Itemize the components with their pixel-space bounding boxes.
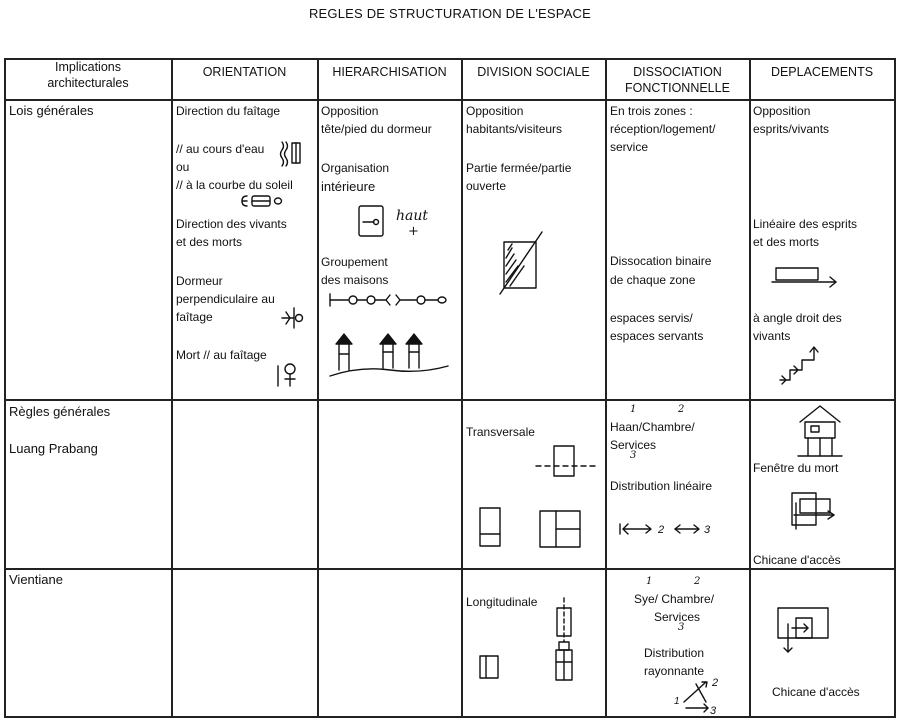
grid-line [4,399,896,401]
svg-text:3: 3 [710,705,717,717]
cell-text: Partie fermée/partie [466,161,572,175]
plus-mark: + [408,224,419,239]
chicane-sketch-icon [772,604,834,660]
cell-text: Mort // au faîtage [176,348,267,362]
linear-path-sketch-icon [770,264,842,290]
header-deplacements: DEPLACEMENTS [770,65,874,79]
plan-sketch-icon [476,652,504,682]
cell-text: espaces servis/ [610,311,693,325]
cell-text: Fenêtre du mort [753,461,839,475]
river-sketch-icon [280,140,304,168]
cell-text: Dissocation binaire [610,254,712,268]
plan-sketch-icon [552,640,580,684]
row-label-luang-prabang: Luang Prabang [9,441,98,456]
sun-path-sketch-icon [240,193,290,209]
cell-text: des maisons [321,273,389,287]
cell-text: perpendiculaire au [176,292,275,306]
cell-text: Services [654,610,701,624]
cell-text: Chicane d'accès [753,553,841,567]
transversal-sketch-icon [534,442,598,482]
cell-text: Groupement [321,255,388,269]
cell-text: à angle droit des [753,311,842,325]
cell-text: vivants [753,329,791,343]
cell-text: // au cours d'eau [176,142,265,156]
cell-text: réception/logement/ [610,122,716,136]
sleeper-sketch-icon [278,306,308,330]
number-mark: 3 [678,622,685,633]
header-implications [6,60,170,100]
cell-text: ou [176,160,190,174]
grid-line [894,58,896,718]
svg-text:2: 2 [712,677,719,689]
plan-sketch-icon [476,504,506,550]
radial-distribution-sketch-icon [670,674,730,716]
stilt-houses-sketch-icon [326,332,450,380]
cell-text: Haan/Chambre/ [610,420,695,434]
grid-line [4,58,6,718]
cell-text: service [610,140,649,154]
header-text: architecturales [47,75,129,90]
cell-text: Longitudinale [466,595,538,609]
svg-text:3: 3 [704,524,711,536]
header-text: FONCTIONNELLE [625,80,730,95]
plan-sketch-icon [536,507,586,553]
longitudinal-sketch-icon [553,596,577,644]
linear-distribution-sketch-icon [618,520,742,538]
number-mark: 2 [694,576,701,587]
cell-text: Linéaire des esprits [753,217,858,231]
cell-text: Opposition [466,104,524,118]
houses-group-sketch-icon [326,290,450,310]
number-mark: 1 [646,576,653,587]
svg-text:2: 2 [658,524,665,536]
number-mark: 1 [630,404,637,415]
grid-line [4,716,896,718]
number-mark: 2 [678,404,685,415]
cell-text: // à la courbe du soleil [176,178,293,192]
cell-text: En trois zones : [610,104,693,118]
cell-text: intérieure [321,179,376,194]
cell-text: esprits/vivants [753,122,830,136]
page-title: REGLES DE STRUCTURATION DE L'ESPACE [308,6,592,21]
cell-text: Sye/ Chambre/ [634,592,715,606]
interior-sketch-icon [356,203,392,239]
cell-text: Opposition [753,104,811,118]
cell-text: ouverte [466,179,507,193]
cell-text: Direction des vivants [176,217,287,231]
grid-line [171,58,173,718]
row-label-regles: Règles générales [9,404,111,419]
cell-text: tête/pied du dormeur [321,122,432,136]
cell-text: Chicane d'accès [772,685,860,699]
row-label-vientiane: Vientiane [9,572,63,587]
grid-line [749,58,751,718]
stilt-house-sketch-icon [796,402,844,458]
grid-line [317,58,319,718]
header-dissociation [606,65,749,105]
number-mark: 3 [630,450,637,461]
cell-text: espaces servants [610,329,704,343]
header-text: Implications [54,60,121,74]
cell-text: Distribution [644,646,705,660]
grid-line [605,58,607,718]
cell-text: Distribution linéaire [610,479,713,493]
header-text: DISSOCIATION [633,65,722,79]
cell-text: Organisation [321,161,390,175]
handwritten-label: haut [396,208,429,224]
svg-text:1: 1 [674,696,680,707]
cell-text: faîtage [176,310,213,324]
cell-text: rayonnante [644,664,705,678]
cell-text: Direction du faîtage [176,104,281,118]
cell-text: habitants/visiteurs [466,122,563,136]
cell-text: et des morts [753,235,820,249]
header-hierarchisation: HIERARCHISATION [332,65,447,79]
chicane-sketch-icon [782,489,842,531]
right-angle-path-sketch-icon [776,340,836,388]
cell-text: Dormeur [176,274,223,288]
cell-text: et des morts [176,235,243,249]
cell-text: de chaque zone [610,273,696,287]
grid-line [461,58,463,718]
header-division-sociale: DIVISION SOCIALE [477,65,590,79]
cell-text: Transversale [466,425,535,439]
header-orientation: ORIENTATION [202,65,287,79]
row-label-lois: Lois générales [9,103,94,118]
cell-text: Services [610,438,657,452]
dead-sketch-icon [274,360,304,390]
open-closed-sketch-icon [496,228,548,300]
cell-text: Opposition [321,104,379,118]
